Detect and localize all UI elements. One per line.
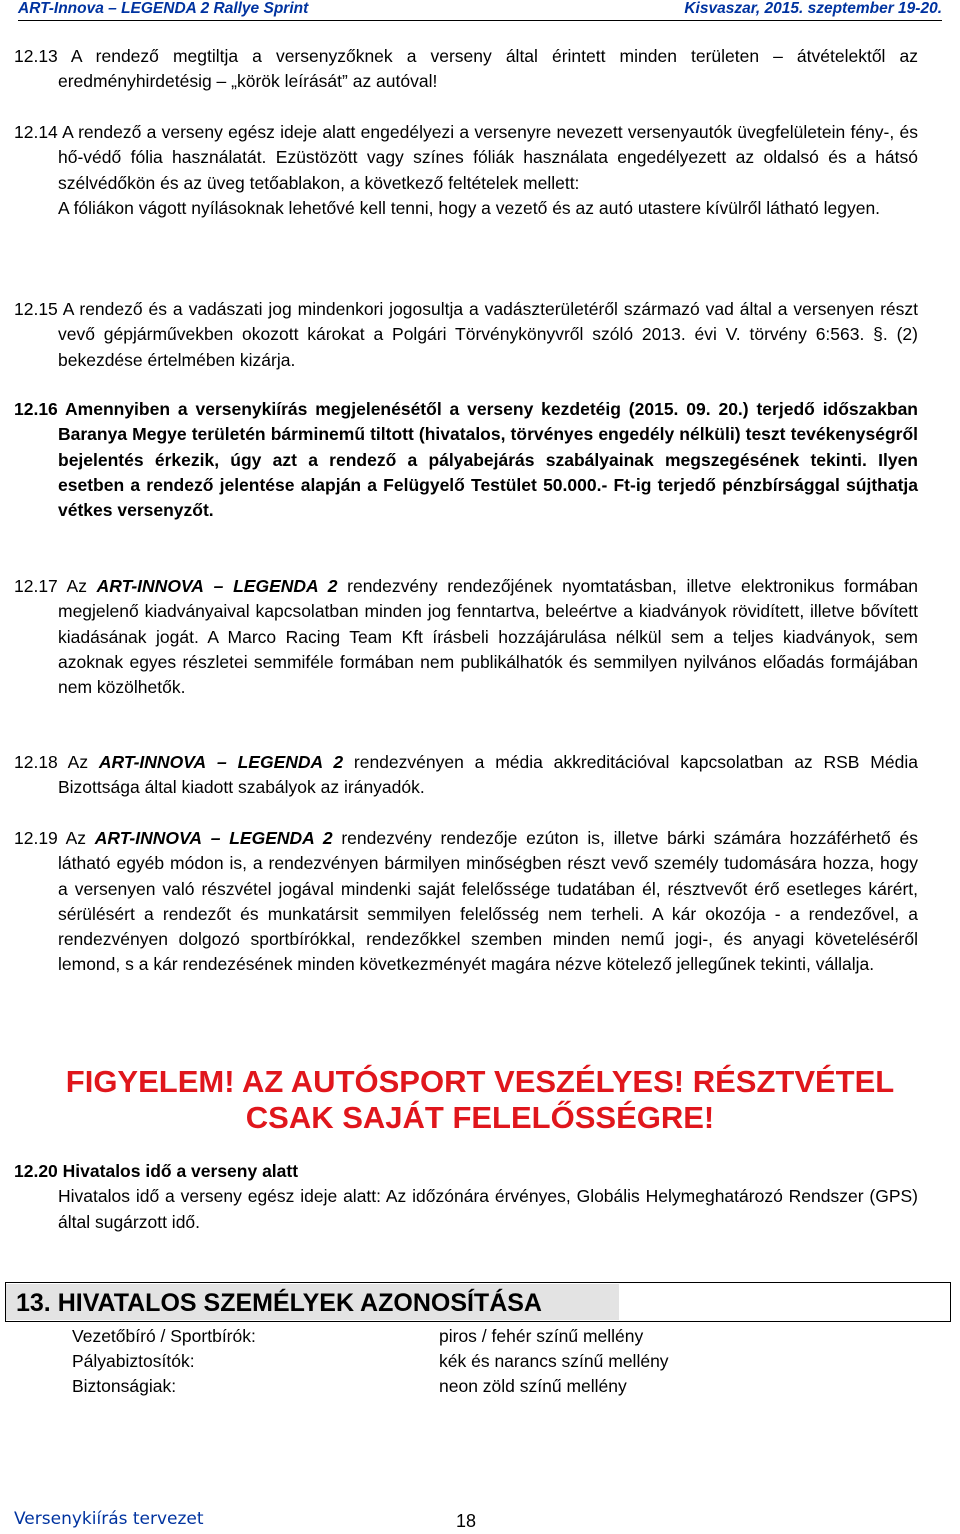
section-number: 12.16 xyxy=(14,399,58,419)
section-12-19 xyxy=(14,826,918,978)
brand-event: LEGENDA 2 xyxy=(237,752,344,772)
section-number: 12.14 xyxy=(14,122,58,142)
section-text: rendezvény rendezőjének nyomtatásban, illetve elektronikus formában megjelenő kiadványaival kapcsolatban minden jog fenntartva, beleértve a kiadványok rövidített, illetve bővített kiadásának jogát. A Marco Racing Team Kft írásbeli hozzájárulása nélkül sem a teljes kiadványok, sem azoknak egyes részletei semmiféle formában nem publikálhatók és semmilyen nyilvános előadás formájában nem közölhetők. xyxy=(58,576,918,698)
section-12-18 xyxy=(14,750,918,801)
section-12-17 xyxy=(14,574,918,700)
brand-dash: – xyxy=(217,752,227,772)
section-12-15 xyxy=(14,297,918,373)
footer-document-name: Versenykiírás tervezet xyxy=(14,1509,204,1529)
role-label-referees: Vezetőbíró / Sportbírók: xyxy=(72,1326,256,1346)
section-12-14 xyxy=(14,120,918,221)
section-text: A rendező a verseny egész ideje alatt engedélyezi a versenyre nevezett versenyautók üvegfelületein fény-, és hő-védő fólia használatát. Ezüstözött vagy színes fóliák használata engedélyezett az oldalsó és a hátsó szélvédőkön és az üveg tetőablakon, a következő feltételek mellett: xyxy=(58,122,918,193)
page-number: 18 xyxy=(456,1511,477,1531)
section-number: 12.19 xyxy=(14,828,58,848)
brand-name: ART-INNOVA xyxy=(94,828,203,848)
section-number: 12.13 xyxy=(14,46,58,66)
page-header xyxy=(18,0,942,21)
section-12-16 xyxy=(14,397,918,523)
section-prefix: Az xyxy=(67,752,89,772)
brand-name: ART-INNOVA xyxy=(98,752,207,772)
section-12-13 xyxy=(14,44,918,95)
safety-warning-line-2: CSAK SAJÁT FELELŐSSÉGRE! xyxy=(245,1100,715,1135)
brand-dash: – xyxy=(210,828,221,848)
role-label-security: Biztonságiak: xyxy=(72,1376,177,1396)
section-13-title: 13. HIVATALOS SZEMÉLYEK AZONOSÍTÁSA xyxy=(16,1289,542,1317)
section-prefix: Az xyxy=(66,576,87,596)
section-text: A rendező és a vadászati jog mindenkori jogosultja a vadászterületéről származó vad által a versenyen részt vevő gépjárművekben okozott károkat a Polgári Törvénykönyvről szóló 2013. évi V. törvény 6:563. §. (2) bekezdése értelmében kizárja. xyxy=(58,299,918,370)
brand-event: LEGENDA 2 xyxy=(233,576,338,596)
section-heading: Hivatalos idő a verseny alatt xyxy=(62,1161,299,1181)
section-text-2: A fóliákon vágott nyílásoknak lehetővé kell tenni, hogy a vezető és az autó utastere kívülről látható legyen. xyxy=(58,197,881,218)
section-number: 12.18 xyxy=(14,752,58,772)
safety-warning-line-1: FIGYELEM! AZ AUTÓSPORT VESZÉLYES! RÉSZTVÉTEL xyxy=(65,1064,895,1099)
header-event-title: ART-Innova – LEGENDA 2 Rallye Sprint xyxy=(18,0,309,17)
section-number: 12.20 xyxy=(14,1161,58,1181)
section-number: 12.17 xyxy=(14,576,58,596)
section-12-20 xyxy=(14,1159,918,1235)
section-text: Amennyiben a versenykiírás megjelenésétől a verseny kezdetéig (2015. 09. 20.) terjedő időszakban Baranya Megye területén bárminemű tiltott (hivatalos, törvényes engedély nélküli) teszt tevékenységről bejelentés érkezik, úgy azt a rendező a pályabejárás szabályainak megszegésének tekinti. Ilyen esetben a rendező jelentése alapján a Felügyelő Testület 50.000.- Ft-ig terjedő pénzbírsággal sújthatja vétkes versenyzőt. xyxy=(58,399,918,521)
section-text: Hivatalos idő a verseny egész ideje alatt: Az időzónára érvényes, Globális Helymeghatározó Rendszer (GPS) által sugárzott idő. xyxy=(58,1186,918,1232)
role-label-marshals: Pályabiztosítók: xyxy=(72,1351,195,1371)
brand-event: LEGENDA 2 xyxy=(229,828,333,848)
vest-description-referees: piros / fehér színű mellény xyxy=(439,1326,644,1346)
section-text: rendezvényen a média akkreditációval kapcsolatban az RSB Média Bizottsága által kiadott szabályok az irányadók. xyxy=(58,752,918,798)
section-text: A rendező megtiltja a versenyzőknek a verseny által érintett minden területen – átvételektől az eredményhirdetésig – „körök leírását” az autóval! xyxy=(58,46,918,92)
section-number: 12.15 xyxy=(14,299,58,319)
brand-name: ART-INNOVA xyxy=(96,576,204,596)
vest-description-security: neon zöld színű mellény xyxy=(439,1376,627,1396)
brand-dash: – xyxy=(213,576,224,596)
vest-description-marshals: kék és narancs színű mellény xyxy=(439,1351,669,1371)
header-event-date: Kisvaszar, 2015. szeptember 19-20. xyxy=(684,0,942,17)
section-text: rendezvény rendezője ezúton is, illetve bárki számára hozzáférhető és látható egyéb módon is, a rendezvényen bármilyen minőségben részt vevő személy tudomására hozza, hogy a versenyen való részvétel jogával mindenki saját felelőssége tudatában él, résztvevőt érő esetleges kárért, sérülésért a rendezőt és munkatársit semmilyen felelősség nem terheli. A kár okozója - a rendezővel, a rendezvényen dolgozó sportbírókkal, rendezőkkel szemben minden nemű jogi-, és anyagi követeléséről lemond, s a kár rendezésének minden következményét magára nézve kötelező jellegűnek tekinti, vállalja. xyxy=(58,828,918,975)
section-prefix: Az xyxy=(65,828,86,848)
